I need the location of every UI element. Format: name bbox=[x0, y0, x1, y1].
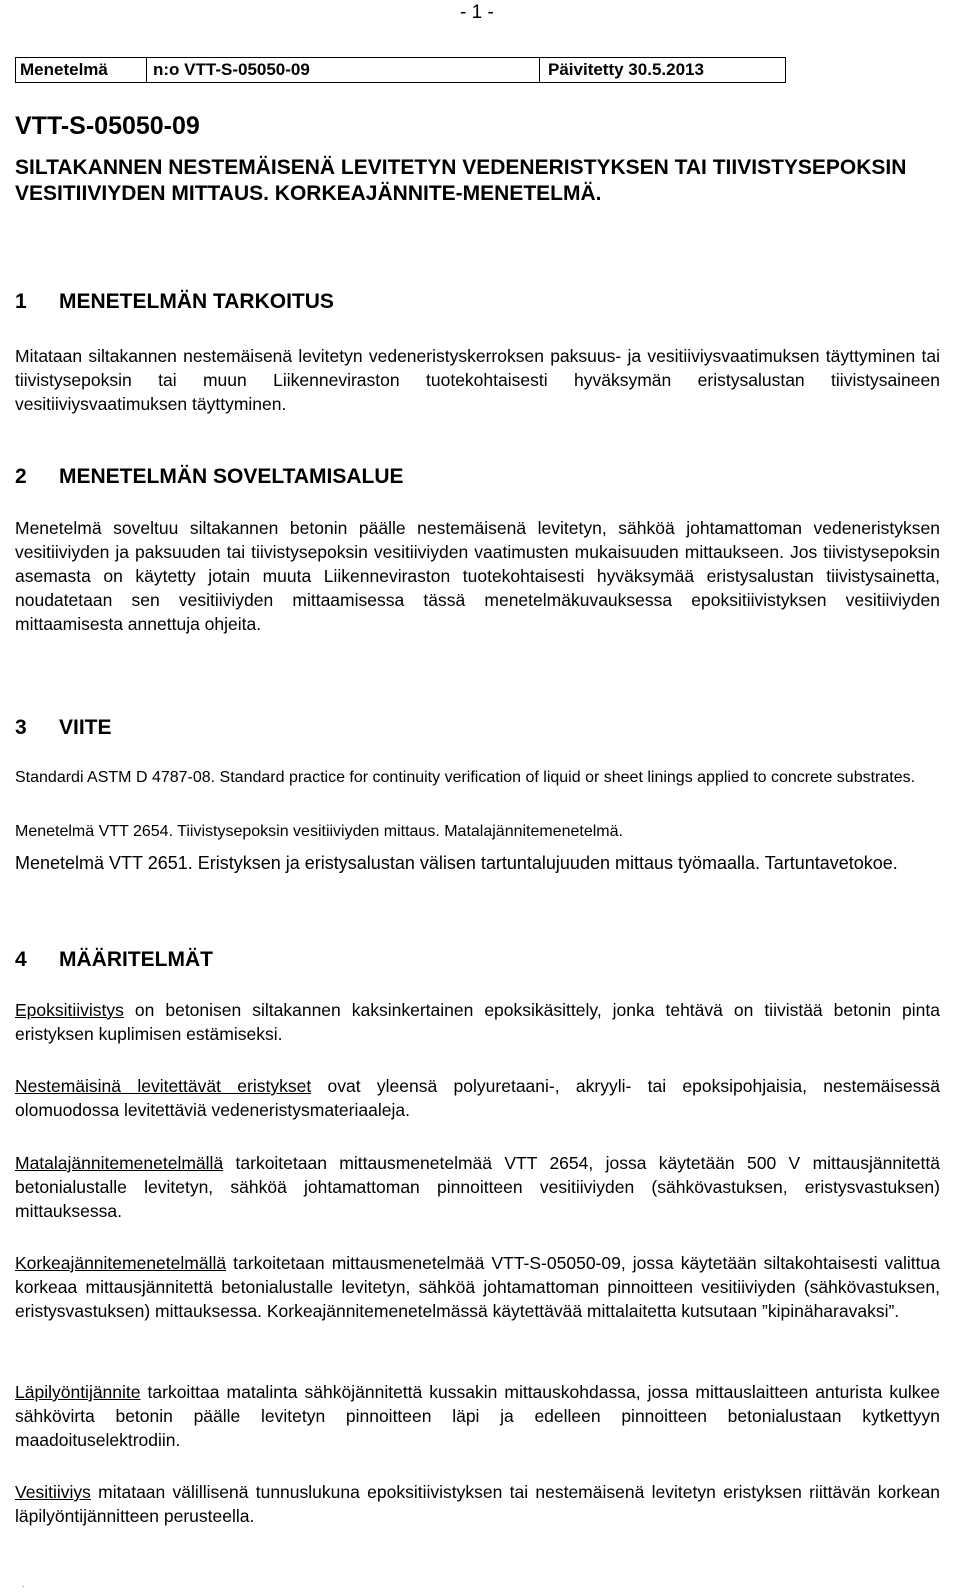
section-2-heading bbox=[15, 465, 404, 489]
section-4-title: MÄÄRITELMÄT bbox=[59, 948, 213, 971]
scan-mark: . bbox=[22, 1580, 25, 1589]
definition-paragraph bbox=[15, 1480, 940, 1528]
section-1-text: Mitataan siltakannen nestemäisenä levitetyn vedeneristyskerroksen paksuus- ja vesitiiviysvaatimuksen täyttyminen tai tiivistysepoksin tai muun Liikenneviraston tuotekohtaisesti hyväksymän eristysalustan tiivistysaineen vesitiiviysvaatimuksen täyttyminen. bbox=[15, 346, 940, 414]
reference-item: Menetelmä VTT 2654. Tiivistysepoksin vesitiiviyden mittaus. Matalajännitemenetelmä. bbox=[15, 823, 623, 840]
definition-term: Vesitiiviys bbox=[15, 1482, 91, 1502]
section-4-number: 4 bbox=[15, 948, 27, 971]
definition-term: Läpilyöntijännite bbox=[15, 1382, 141, 1402]
definition-term: Korkeajännitemenetelmällä bbox=[15, 1253, 227, 1273]
definition-paragraph bbox=[15, 1151, 940, 1223]
section-3-title: VIITE bbox=[59, 716, 112, 739]
section-2-text: Menetelmä soveltuu siltakannen betonin päälle nestemäisenä levitetyn, sähköä johtamattoman vedeneristyksen vesitiiviyden ja paksuuden tai tiivistysepoksin vesitiiviyden vaatimusten mukaisuuden mittaukseen. Jos tiivistysepoksin asemasta on käytetty jotain muuta Liikenneviraston tuotekohtaisesti hyväksymää eristysalustan tiivistysainetta, noudatetaan sen vesitiiviyden mittaamisessa tässä menetelmäkuvauksessa epoksitiivistyksen vesitiiviyden mittaamisesta annettuja ohjeita. bbox=[15, 518, 940, 634]
definition-text: on betonisen siltakannen kaksinkertainen epoksikäsittely, jonka tehtävä on tiivistää betonin pinta eristyksen kuplimisen estämiseksi. bbox=[15, 1000, 940, 1044]
document-code: VTT-S-05050-09 bbox=[15, 112, 200, 140]
page-number: - 1 - bbox=[460, 2, 494, 23]
section-3-heading bbox=[15, 716, 112, 740]
definition-term: Nestemäisinä levitettävät eristykset bbox=[15, 1076, 312, 1096]
definition-text: tarkoitetaan mittausmenetelmää VTT-S-05050-09, jossa käytetään siltakohtaisesti valittua korkeaa mittausjännitettä betonialustalle levitetyn, sähköä johtamattoman pinnoitteen vesitiiviyden (sähkövastuksen, eristysvastuksen) mittauksessa. Korkeajännitemenetelmässä käytettävää mittalaitetta kutsutaan ”kipinäharavaksi”. bbox=[15, 1253, 940, 1321]
definition-term: Matalajännitemenetelmällä bbox=[15, 1153, 224, 1173]
definition-text: tarkoittaa matalinta sähköjännitettä kussakin mittauskohdassa, jossa mittauslaitteen anturista kulkee sähkövirta betonin päälle levitetyn pinnoitteen läpi ja edelleen pinnoitteen betonialustaan kytkettyyn maadoituselektrodiin. bbox=[15, 1382, 940, 1450]
header-method-label: Menetelmä bbox=[16, 58, 147, 82]
section-1-number: 1 bbox=[15, 290, 27, 313]
definition-term: Epoksitiivistys bbox=[15, 1000, 124, 1020]
header-updated-date: Päivitetty 30.5.2013 bbox=[548, 60, 704, 79]
section-2-title: MENETELMÄN SOVELTAMISALUE bbox=[59, 465, 404, 488]
reference-item: Standardi ASTM D 4787-08. Standard practice for continuity verification of liquid or sheet linings applied to concrete substrates. bbox=[15, 769, 916, 786]
section-1-heading bbox=[15, 290, 334, 314]
section-1-title: MENETELMÄN TARKOITUS bbox=[59, 290, 334, 313]
definition-text: tarkoitetaan mittausmenetelmää VTT 2654, jossa käytetään 500 V mittausjännitettä betonialustalle levitetyn, sähköä johtamattoman pinnoitteen vesitiiviyden (sähkövastuksen, eristysvastuksen) mittauksessa. bbox=[15, 1153, 940, 1221]
reference-item: Menetelmä VTT 2651. Eristyksen ja eristysalustan välisen tartuntalujuuden mittaus työmaalla. Tartuntavetokoe. bbox=[15, 853, 898, 873]
section-2-number: 2 bbox=[15, 465, 27, 488]
document-title: SILTAKANNEN NESTEMÄISENÄ LEVITETYN VEDENERISTYKSEN TAI TIIVISTYSEPOKSIN VESITIIVIYDEN MITTAUS. KORKEAJÄNNITE-MENETELMÄ. bbox=[15, 156, 907, 205]
definition-text: mitataan välillisenä tunnuslukuna epoksitiivistyksen tai nestemäisenä levitetyn eristyksen riittävän korkean läpilyöntijännitteen perusteella. bbox=[15, 1482, 940, 1526]
section-4-heading bbox=[15, 948, 213, 972]
definition-paragraph bbox=[15, 1251, 940, 1323]
header-method-number: n:o VTT-S-05050-09 bbox=[147, 58, 540, 82]
section-3-number: 3 bbox=[15, 716, 27, 739]
definition-paragraph bbox=[15, 1380, 940, 1452]
document-header-table bbox=[15, 57, 786, 83]
definition-paragraph bbox=[15, 998, 940, 1046]
definition-paragraph bbox=[15, 1074, 940, 1122]
definition-text: ovat yleensä polyuretaani-, akryyli- tai epoksipohjaisia, nestemäisessä olomuodossa levitettäviä vedeneristysmateriaaleja. bbox=[15, 1076, 940, 1120]
